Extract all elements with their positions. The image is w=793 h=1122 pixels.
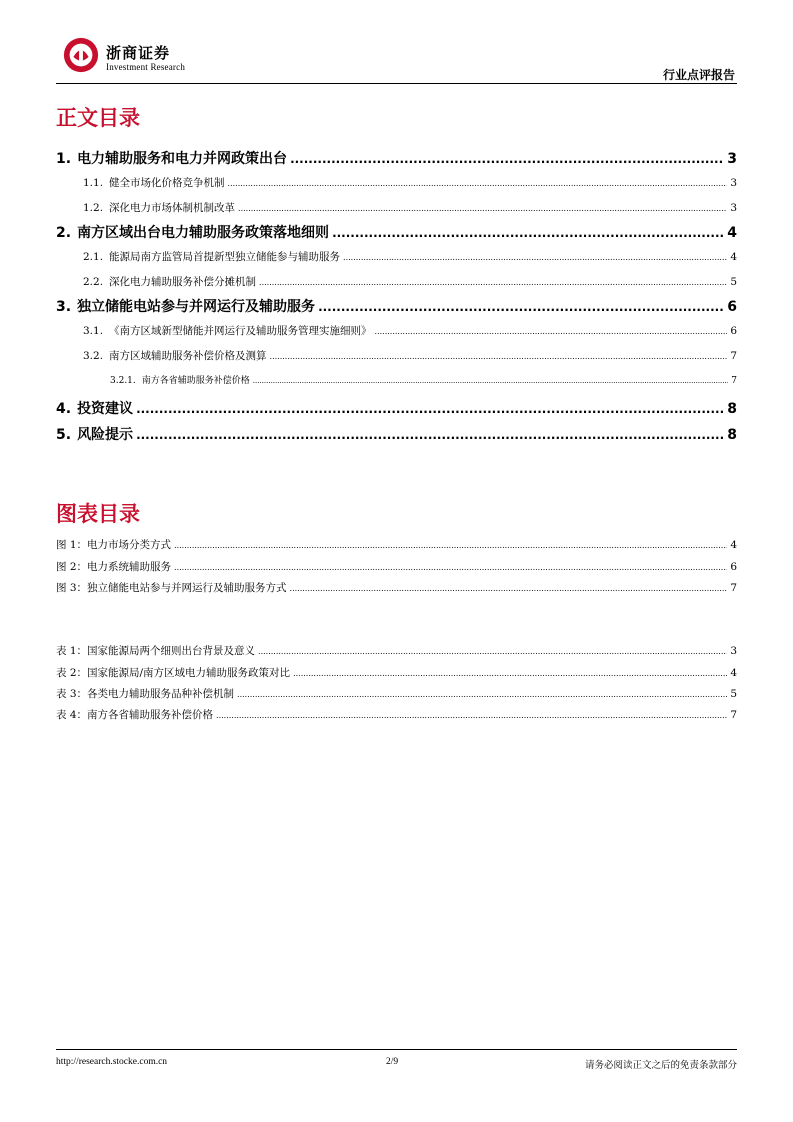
toc-entry-label: 风险提示 [77, 427, 134, 443]
toc-leader [270, 350, 728, 362]
page-header [56, 36, 737, 84]
toc-entry[interactable] [83, 323, 737, 338]
footer-divider [56, 1049, 737, 1050]
table-entry[interactable] [56, 686, 737, 701]
table-entry[interactable] [56, 707, 737, 722]
toc-entry-page: 7 [731, 376, 737, 386]
toc-leader [237, 688, 727, 700]
toc-entry-label: 健全市场化价格竞争机制 [109, 177, 225, 189]
toc-leader [332, 225, 724, 241]
toc-leader [136, 427, 724, 443]
toc-entry-label: 能源局南方监管局首提新型独立储能参与辅助服务 [109, 251, 341, 263]
toc-entry[interactable] [83, 274, 737, 289]
figure-entry-page: 4 [730, 539, 737, 551]
table-entry-label: 表 3：各类电力辅助服务品种补偿机制 [56, 688, 235, 700]
toc-leader [290, 151, 724, 167]
toc-leader [216, 709, 727, 721]
toc-leader [174, 561, 727, 573]
toc-entry[interactable] [56, 398, 737, 418]
toc-entry-label: 独立储能电站参与并网运行及辅助服务 [77, 299, 316, 315]
toc-entry-page: 6 [727, 299, 737, 315]
toc-leader [238, 202, 727, 214]
table-entry-page: 7 [730, 709, 737, 721]
toc-entry[interactable] [83, 249, 737, 264]
toc-leader [259, 276, 727, 288]
toc-entry[interactable] [56, 424, 737, 444]
toc-entry-number: 2.2. [83, 276, 104, 288]
toc-entry[interactable] [56, 222, 737, 242]
toc-leader [258, 645, 727, 657]
toc-leader [174, 539, 727, 551]
zheshang-logo-icon [62, 36, 100, 74]
toc-entry-number: 1. [56, 151, 72, 167]
disclaimer-note: 请务必阅读正文之后的免责条款部分 [584, 1060, 737, 1071]
toc-leader [228, 177, 728, 189]
toc-entry-label: 电力辅助服务和电力并网政策出台 [77, 151, 288, 167]
figure-entry[interactable] [56, 537, 737, 552]
toc-leader [136, 401, 724, 417]
toc-entry-page: 7 [730, 350, 737, 362]
toc-entry-number: 3.1. [83, 325, 104, 337]
toc-entry-label: 深化电力市场体制机制改革 [109, 202, 236, 214]
toc-leader [253, 376, 728, 386]
toc-entry[interactable] [83, 175, 737, 190]
toc-entry-label: 南方各省辅助服务补偿价格 [141, 376, 250, 386]
toc-entry-page: 4 [730, 251, 737, 263]
footer-url-link[interactable]: http://research.stocke.com.cn [56, 1057, 168, 1067]
toc-entry-number: 4. [56, 401, 72, 417]
toc-entry-number: 3. [56, 299, 72, 315]
toc-entry[interactable] [83, 348, 737, 363]
toc-entry-page: 6 [730, 325, 737, 337]
toc-entry-number: 5. [56, 427, 72, 443]
toc-entry[interactable] [110, 373, 737, 386]
toc-entry-label: 深化电力辅助服务补偿分摊机制 [109, 276, 257, 288]
toc-entry-page: 3 [730, 177, 737, 189]
toc-entry[interactable] [56, 296, 737, 316]
figure-entry-page: 7 [730, 582, 737, 594]
toc-entry-number: 1.2. [83, 202, 104, 214]
table-entry[interactable] [56, 665, 737, 680]
toc-entry-number: 3.2. [83, 350, 104, 362]
table-entry-page: 5 [730, 688, 737, 700]
figure-entry-label: 图 3：独立储能电站参与并网运行及辅助服务方式 [56, 582, 287, 594]
table-entry[interactable] [56, 643, 737, 658]
toc-entry-label: 南方区域出台电力辅助服务政策落地细则 [77, 225, 330, 241]
table-entry-label: 表 2：国家能源局/南方区域电力辅助服务政策对比 [56, 667, 291, 679]
toc-entry-page: 5 [730, 276, 737, 288]
toc-entry-page: 3 [727, 151, 737, 167]
charts-toc-title: 图表目录 [56, 502, 140, 526]
toc-entry-page: 8 [727, 401, 737, 417]
toc-leader [375, 325, 728, 337]
toc-entry-label: 《南方区域新型储能并网运行及辅助服务管理实施细则》 [109, 325, 372, 337]
toc-entry-number: 2.1. [83, 251, 104, 263]
table-entry-page: 4 [730, 667, 737, 679]
toc-entry-label: 南方区域辅助服务补偿价格及测算 [109, 350, 267, 362]
toc-entry[interactable] [56, 148, 737, 168]
toc-leader [343, 251, 727, 263]
toc-leader [293, 667, 727, 679]
toc-entry-label: 投资建议 [77, 401, 134, 417]
header-divider [56, 83, 737, 84]
table-entry-page: 3 [730, 645, 737, 657]
toc-leader [290, 582, 728, 594]
toc-entry-number: 3.2.1. [110, 376, 136, 386]
table-entry-label: 表 4：南方各省辅助服务补偿价格 [56, 709, 214, 721]
report-type-label: 行业点评报告 [662, 68, 735, 82]
page-number: 2/9 [386, 1057, 399, 1067]
toc-title: 正文目录 [56, 106, 140, 130]
toc-entry-number: 1.1. [83, 177, 104, 189]
toc-entry-number: 2. [56, 225, 72, 241]
brand-name-en: Investment Research [106, 62, 186, 72]
toc-entry-page: 4 [727, 225, 737, 241]
table-entry-label: 表 1：国家能源局两个细则出台背景及意义 [56, 645, 256, 657]
figure-entry-page: 6 [730, 561, 737, 573]
toc-entry[interactable] [83, 200, 737, 215]
toc-leader [318, 299, 724, 315]
figure-entry-label: 图 2：电力系统辅助服务 [56, 561, 172, 573]
toc-entry-page: 8 [727, 427, 737, 443]
figure-entry[interactable] [56, 559, 737, 574]
brand-name-cn: 浙商证券 [106, 44, 171, 62]
figure-entry[interactable] [56, 580, 737, 595]
toc-entry-page: 3 [730, 202, 737, 214]
figure-entry-label: 图 1：电力市场分类方式 [56, 539, 172, 551]
